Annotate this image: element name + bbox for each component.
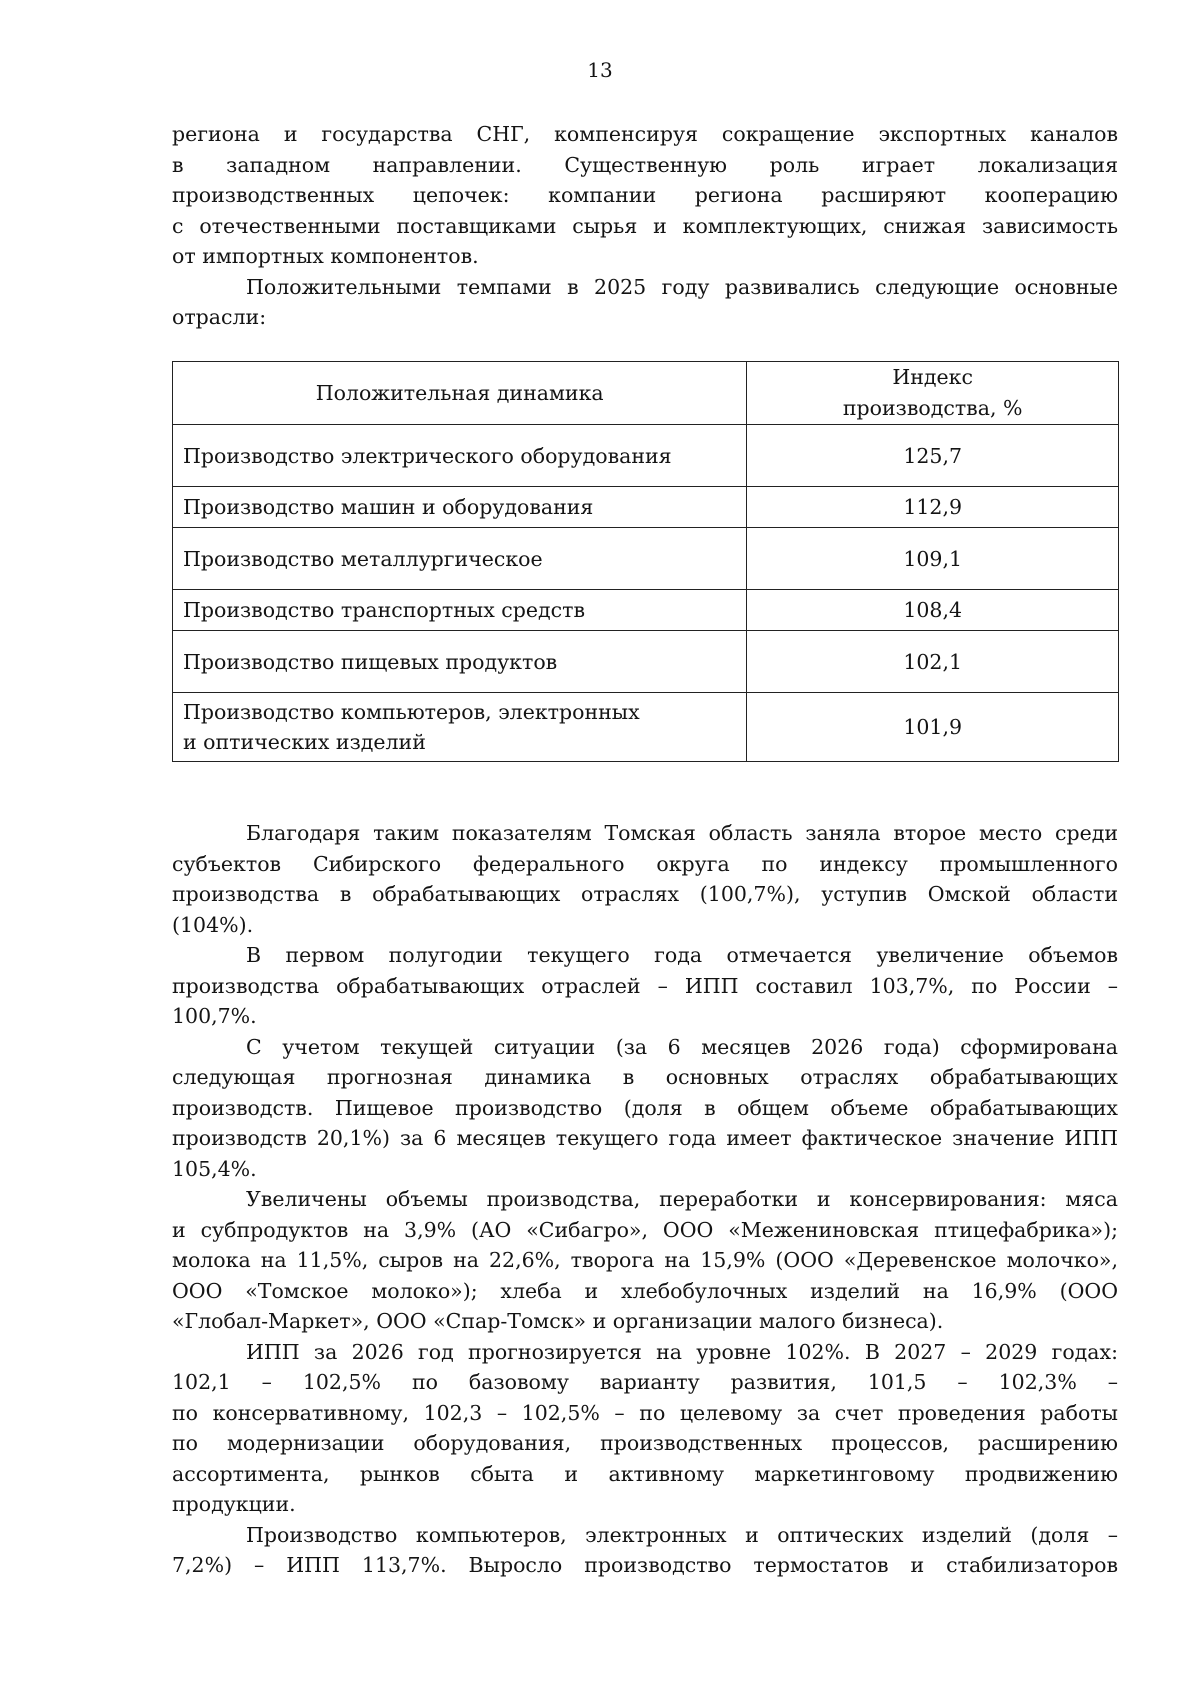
text-line: 102,1 – 102,5% по базовому варианту развития, 101,5 – 102,3% –: [172, 1370, 1118, 1394]
production-index-value: 112,9: [747, 487, 1119, 528]
intro-text: [172, 119, 1118, 333]
production-index-value: 108,4: [747, 590, 1119, 631]
text-line: ассортимента, рынков сбыта и активному маркетинговому продвижению: [172, 1461, 1118, 1486]
table-row: [173, 487, 1119, 528]
text-line: молока на 11,5%, сыров на 22,6%, творога на 15,9% (ООО «Деревенское молочко»,: [172, 1248, 1118, 1272]
production-index-value: 125,7: [747, 425, 1119, 487]
text-line: и субпродуктов на 3,9% (АО «Сибагро», ООО «Межениновская птицефабрика»);: [172, 1217, 1118, 1242]
text-line: отрасли:: [172, 305, 267, 329]
table-header-index: [747, 362, 1119, 425]
text-line: производственных цепочек: компании региона расширяют кооперацию: [172, 183, 1118, 207]
text-line: с отечественными поставщиками сырья и комплектующих, снижая зависимость: [172, 213, 1118, 238]
text-line: ИПП за 2026 год прогнозируется на уровне 102%. В 2027 – 2029 годах:: [246, 1339, 1118, 1364]
text-line: субъектов Сибирского федерального округа по индексу промышленного: [172, 851, 1118, 876]
text-line: (104%).: [172, 912, 254, 937]
production-index-value: 102,1: [747, 631, 1119, 693]
text-line: В первом полугодии текущего года отмечается увеличение объемов: [246, 943, 1118, 967]
industry-name-line: Производство транспортных средств: [183, 598, 585, 622]
text-line: 105,4%.: [172, 1156, 257, 1181]
industry-name-line: Производство компьютеров, электронных: [183, 700, 640, 724]
text-line: ООО «Томское молоко»); хлеба и хлебобулочных изделий на 16,9% (ООО: [172, 1278, 1118, 1303]
industry-name-line: Производство электрического оборудования: [183, 443, 672, 468]
text-line: Благодаря таким показателям Томская область заняла второе место среди: [246, 821, 1118, 845]
text-line: Увеличены объемы производства, переработки и консервирования: мяса: [246, 1187, 1118, 1211]
text-line: в западном направлении. Существенную роль играет локализация: [172, 152, 1118, 177]
production-index-value: 101,9: [747, 693, 1119, 762]
text-line: С учетом текущей ситуации (за 6 месяцев 2026 года) сформирована: [246, 1034, 1118, 1059]
header-dynamics-label: Положительная динамика: [315, 380, 604, 405]
header-index-line2: производства, %: [842, 396, 1023, 420]
text-line: региона и государства СНГ, компенсируя сокращение экспортных каналов: [172, 122, 1118, 146]
text-line: Положительными темпами в 2025 году развивались следующие основные: [246, 274, 1118, 299]
text-line: производств 20,1%) за 6 месяцев текущего года имеет фактическое значение ИПП: [172, 1126, 1118, 1150]
table-row: [173, 693, 1119, 762]
text-line: Производство компьютеров, электронных и оптических изделий (доля –: [246, 1522, 1118, 1547]
text-line: производства обрабатывающих отраслей – ИПП составил 103,7%, по России –: [172, 973, 1118, 998]
text-line: продукции.: [172, 1492, 296, 1516]
industry-name: [173, 528, 747, 590]
industry-name: [173, 487, 747, 528]
text-line: 7,2%) – ИПП 113,7%. Выросло производство термостатов и стабилизаторов: [172, 1553, 1118, 1577]
text-line: производств. Пищевое производство (доля в общем объеме обрабатывающих: [172, 1095, 1118, 1120]
table-row: [173, 590, 1119, 631]
text-line: по консервативному, 102,3 – 102,5% – по целевому за счет проведения работы: [172, 1400, 1118, 1425]
table-row: [173, 631, 1119, 693]
industry-name-line: Производство пищевых продуктов: [183, 649, 558, 674]
industry-name: [173, 425, 747, 487]
text-line: по модернизации оборудования, производственных процессов, расширению: [172, 1431, 1118, 1455]
industry-name: [173, 631, 747, 693]
production-index-table: [172, 361, 1119, 762]
header-index-line1: Индекс: [892, 365, 973, 389]
production-index-value: 109,1: [747, 528, 1119, 590]
text-line: следующая прогнозная динамика в основных отраслях обрабатывающих: [172, 1065, 1118, 1089]
industry-name-line: Производство машин и оборудования: [183, 495, 594, 519]
table-row: [173, 425, 1119, 487]
table-row: [173, 528, 1119, 590]
industry-name: [173, 693, 747, 762]
text-line: 100,7%.: [172, 1004, 257, 1028]
text-line: от импортных компонентов.: [172, 244, 479, 268]
page-number: 13: [587, 58, 613, 82]
industry-name-line: и оптических изделий: [183, 730, 426, 754]
industry-name-line: Производство металлургическое: [183, 546, 543, 571]
text-line: производства в обрабатывающих отраслях (100,7%), уступив Омской области: [172, 882, 1118, 906]
body-text: [172, 818, 1118, 1581]
text-line: «Глобал-Маркет», ООО «Спар-Томск» и организации малого бизнеса).: [172, 1309, 944, 1333]
table-header-dynamics: [173, 362, 747, 425]
industry-name: [173, 590, 747, 631]
